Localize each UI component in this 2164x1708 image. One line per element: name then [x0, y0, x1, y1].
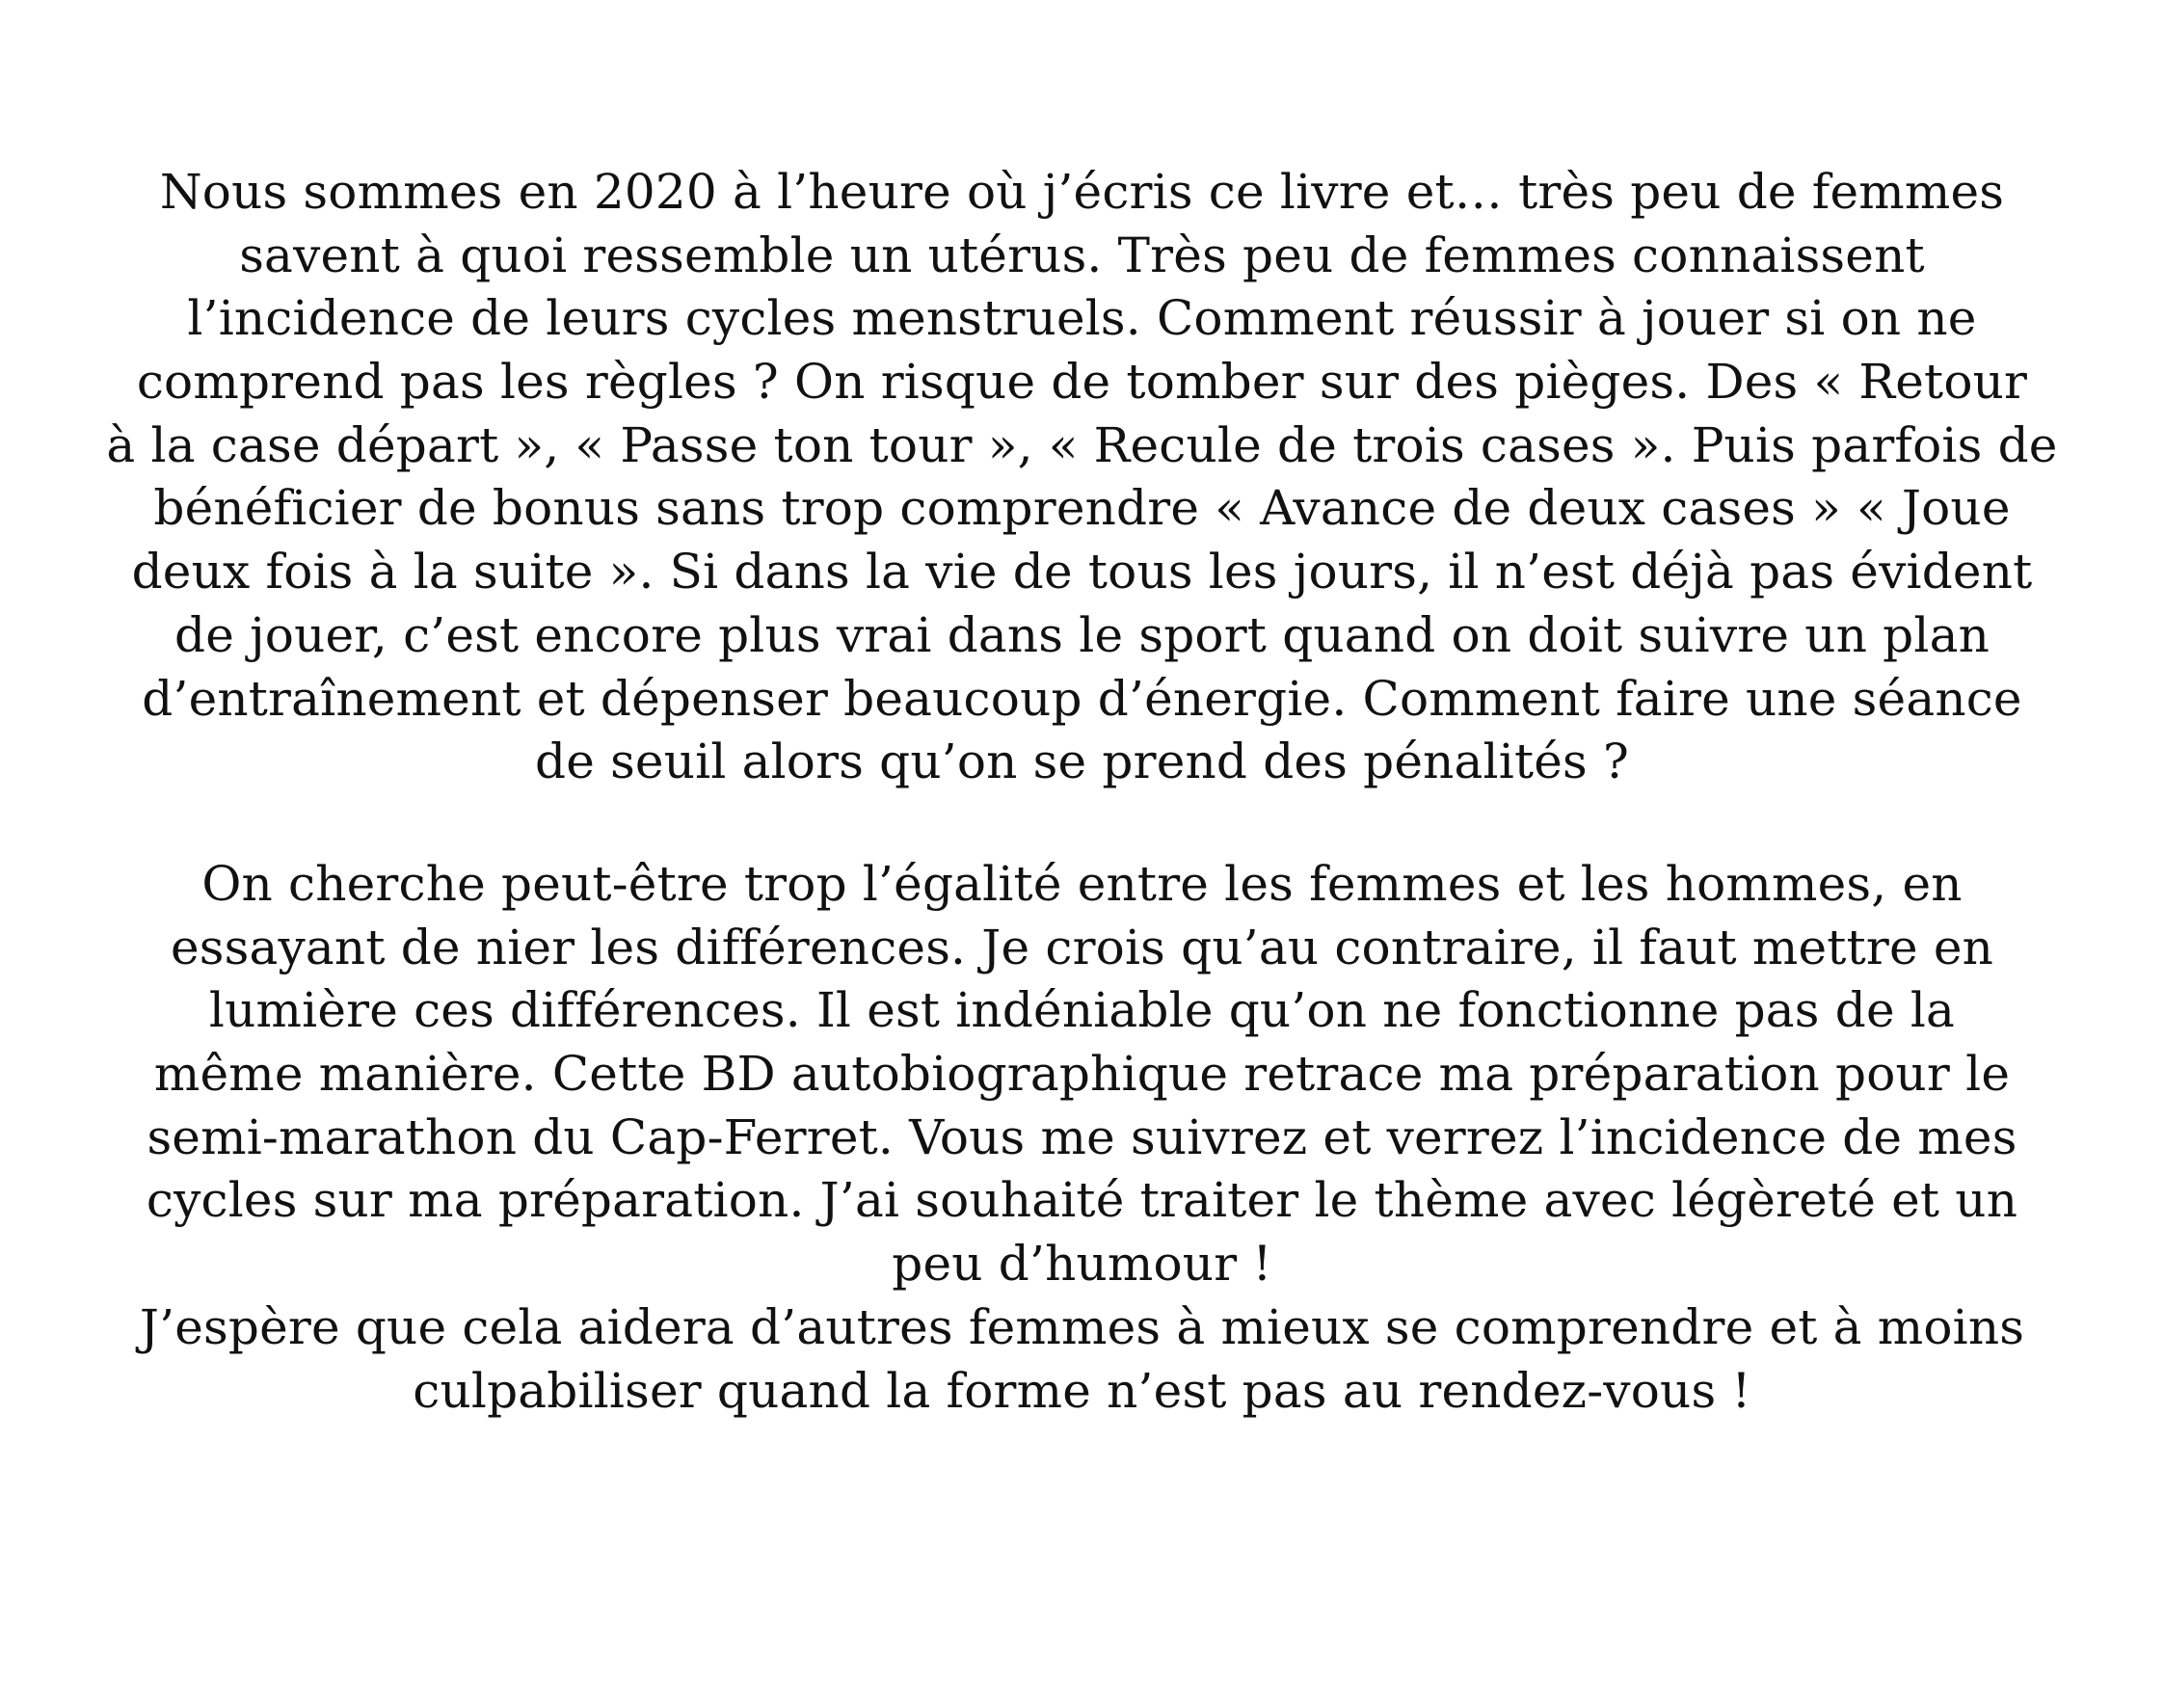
- text-line: l’incidence de leurs cycles menstruels. Comment réussir à jouer si on ne: [187, 290, 1977, 347]
- text-line: savent à quoi ressemble un utérus. Très peu de femmes connaissent: [239, 227, 1925, 283]
- text-line: même manière. Cette BD autobiographique retrace ma préparation pour le: [153, 1046, 2011, 1103]
- text-line: de jouer, c’est encore plus vrai dans le sport quand on doit suivre un plan: [174, 606, 1990, 663]
- text-line: de seuil alors qu’on se prend des pénalités ?: [534, 734, 1629, 790]
- paragraph-conclusion: [58, 853, 2106, 1423]
- text-line: Nous sommes en 2020 à l’heure où j’écris ce livre et… très peu de femmes: [159, 164, 2005, 220]
- text-line: bénéficier de bonus sans trop comprendre « Avance de deux cases » « Joue: [153, 480, 2011, 537]
- text-line: comprend pas les règles ? On risque de tomber sur des pièges. Des « Retour: [136, 354, 2028, 411]
- text-line: deux fois à la suite ». Si dans la vie de tous les jours, il n’est déjà pas évident: [131, 544, 2033, 600]
- text-line: On cherche peut-être trop l’égalité entre les femmes et les hommes, en: [201, 856, 1963, 912]
- text-line: J’espère que cela aidera d’autres femmes à mieux se comprendre et à moins: [139, 1298, 2025, 1355]
- text-line: culpabiliser quand la forme n’est pas au rendez-vous !: [413, 1362, 1751, 1419]
- paragraph-intro: [58, 161, 2106, 794]
- text-line: lumière ces différences. Il est indéniable qu’on ne fonctionne pas de la: [208, 982, 1956, 1039]
- text-line: cycles sur ma préparation. J’ai souhaité traiter le thème avec légèreté et un: [146, 1172, 2018, 1229]
- text-line: essayant de nier les différences. Je crois qu’au contraire, il faut mettre en: [170, 919, 1994, 975]
- text-line: semi-marathon du Cap-Ferret. Vous me suivrez et verrez l’incidence de mes: [147, 1108, 2017, 1165]
- text-line: d’entraînement et dépenser beaucoup d’énergie. Comment faire une séance: [142, 670, 2022, 727]
- text-line: peu d’humour !: [892, 1236, 1272, 1293]
- text-line: à la case départ », « Passe ton tour », « Recule de trois cases ». Puis parfois de: [106, 416, 2058, 473]
